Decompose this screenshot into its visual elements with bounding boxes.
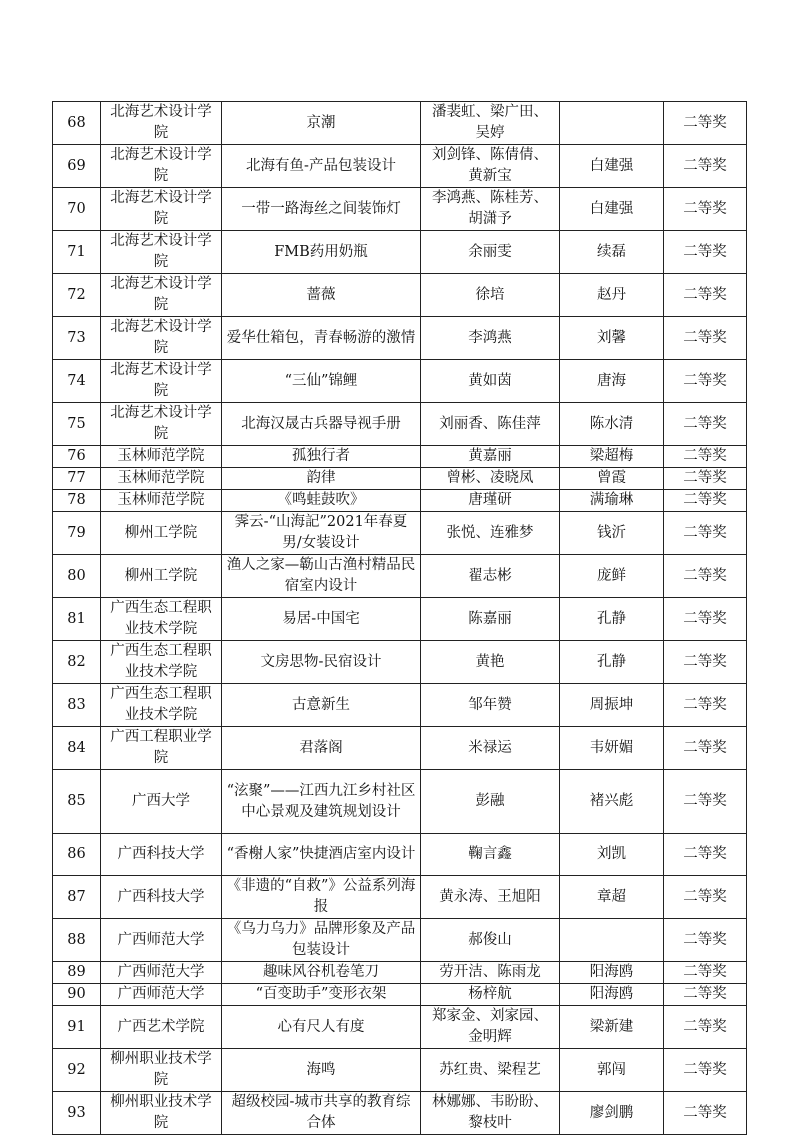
cell-work: FMB药用奶瓶	[222, 231, 421, 274]
cell-work: 文房思物-民宿设计	[222, 641, 421, 684]
cell-advisor: 续磊	[560, 231, 664, 274]
table-row	[53, 102, 747, 145]
cell-advisor: 孔静	[560, 598, 664, 641]
cell-authors: 刘丽香、陈佳萍	[421, 403, 560, 446]
cell-advisor: 阳海鸥	[560, 984, 664, 1006]
cell-no: 70	[53, 188, 101, 231]
cell-authors: 郑家金、刘家园、金明辉	[421, 1006, 560, 1049]
cell-award: 二等奖	[664, 512, 747, 555]
cell-advisor: 唐海	[560, 360, 664, 403]
cell-school: 柳州职业技术学院	[101, 1049, 222, 1092]
cell-school: 玉林师范学院	[101, 446, 222, 468]
cell-work: 古意新生	[222, 684, 421, 727]
cell-advisor	[560, 919, 664, 962]
table-row	[53, 919, 747, 962]
cell-work: 孤独行者	[222, 446, 421, 468]
cell-authors: 余丽雯	[421, 231, 560, 274]
cell-authors: 唐瑾研	[421, 490, 560, 512]
cell-advisor: 韦妍媚	[560, 727, 664, 770]
cell-advisor: 刘馨	[560, 317, 664, 360]
table-row	[53, 145, 747, 188]
cell-no: 83	[53, 684, 101, 727]
cell-advisor: 郭闯	[560, 1049, 664, 1092]
cell-authors: 米禄运	[421, 727, 560, 770]
cell-no: 68	[53, 102, 101, 145]
table-row	[53, 490, 747, 512]
table-row	[53, 231, 747, 274]
cell-authors: 林娜娜、韦盼盼、黎枝叶	[421, 1092, 560, 1135]
cell-award: 二等奖	[664, 1049, 747, 1092]
cell-school: 玉林师范学院	[101, 468, 222, 490]
cell-advisor: 刘凯	[560, 834, 664, 876]
cell-advisor: 廖剑鹏	[560, 1092, 664, 1135]
cell-school: 柳州工学院	[101, 555, 222, 598]
cell-work: 《乌力乌力》品牌形象及产品包装设计	[222, 919, 421, 962]
cell-advisor: 满瑜琳	[560, 490, 664, 512]
cell-advisor: 曾霞	[560, 468, 664, 490]
cell-advisor: 周振坤	[560, 684, 664, 727]
cell-advisor: 白建强	[560, 188, 664, 231]
cell-work: 京潮	[222, 102, 421, 145]
cell-school: 北海艺术设计学院	[101, 317, 222, 360]
cell-authors: 翟志彬	[421, 555, 560, 598]
table-row	[53, 360, 747, 403]
table-row	[53, 1006, 747, 1049]
table-row	[53, 555, 747, 598]
cell-authors: 郝俊山	[421, 919, 560, 962]
cell-award: 二等奖	[664, 490, 747, 512]
cell-work: 趣味风谷机卷笔刀	[222, 962, 421, 984]
cell-award: 二等奖	[664, 770, 747, 834]
cell-no: 82	[53, 641, 101, 684]
cell-authors: 苏红贵、梁程艺	[421, 1049, 560, 1092]
cell-award: 二等奖	[664, 684, 747, 727]
cell-authors: 杨梓航	[421, 984, 560, 1006]
cell-work: 渔人之家—簕山古渔村精品民宿室内设计	[222, 555, 421, 598]
cell-no: 85	[53, 770, 101, 834]
cell-school: 广西生态工程职业技术学院	[101, 684, 222, 727]
table-row	[53, 468, 747, 490]
cell-work: 韵律	[222, 468, 421, 490]
cell-authors: 陈嘉丽	[421, 598, 560, 641]
cell-award: 二等奖	[664, 919, 747, 962]
cell-no: 78	[53, 490, 101, 512]
table-row	[53, 512, 747, 555]
cell-no: 79	[53, 512, 101, 555]
table-row	[53, 984, 747, 1006]
cell-no: 90	[53, 984, 101, 1006]
table-row	[53, 727, 747, 770]
cell-award: 二等奖	[664, 641, 747, 684]
cell-no: 92	[53, 1049, 101, 1092]
cell-authors: 刘剑锋、陈倩倩、黄新宝	[421, 145, 560, 188]
cell-authors: 邹年赞	[421, 684, 560, 727]
cell-advisor: 梁新建	[560, 1006, 664, 1049]
cell-no: 72	[53, 274, 101, 317]
cell-no: 93	[53, 1092, 101, 1135]
cell-no: 74	[53, 360, 101, 403]
cell-work: 北海有鱼-产品包装设计	[222, 145, 421, 188]
cell-advisor: 陈水清	[560, 403, 664, 446]
cell-advisor: 白建强	[560, 145, 664, 188]
cell-advisor: 钱沂	[560, 512, 664, 555]
cell-school: 柳州工学院	[101, 512, 222, 555]
cell-school: 广西生态工程职业技术学院	[101, 641, 222, 684]
cell-work: “香榭人家”快捷酒店室内设计	[222, 834, 421, 876]
cell-no: 88	[53, 919, 101, 962]
cell-school: 玉林师范学院	[101, 490, 222, 512]
cell-work: 超级校园-城市共享的教育综合体	[222, 1092, 421, 1135]
cell-work: 海鸣	[222, 1049, 421, 1092]
cell-authors: 徐培	[421, 274, 560, 317]
cell-award: 二等奖	[664, 188, 747, 231]
cell-award: 二等奖	[664, 274, 747, 317]
cell-award: 二等奖	[664, 598, 747, 641]
cell-work: 《鸣蛙鼓吹》	[222, 490, 421, 512]
cell-school: 北海艺术设计学院	[101, 403, 222, 446]
table-row	[53, 188, 747, 231]
cell-authors: 黄如茵	[421, 360, 560, 403]
table-row	[53, 446, 747, 468]
cell-award: 二等奖	[664, 984, 747, 1006]
cell-school: 北海艺术设计学院	[101, 145, 222, 188]
cell-authors: 李鸿燕、陈桂芳、胡潇予	[421, 188, 560, 231]
cell-no: 80	[53, 555, 101, 598]
cell-school: 广西师范大学	[101, 984, 222, 1006]
cell-no: 86	[53, 834, 101, 876]
cell-award: 二等奖	[664, 1092, 747, 1135]
cell-school: 广西工程职业学院	[101, 727, 222, 770]
cell-award: 二等奖	[664, 962, 747, 984]
cell-school: 北海艺术设计学院	[101, 231, 222, 274]
cell-authors: 李鸿燕	[421, 317, 560, 360]
cell-work: “百变助手”变形衣架	[222, 984, 421, 1006]
cell-no: 71	[53, 231, 101, 274]
cell-no: 75	[53, 403, 101, 446]
cell-school: 北海艺术设计学院	[101, 188, 222, 231]
table-row	[53, 1049, 747, 1092]
cell-authors: 黄永涛、王旭阳	[421, 876, 560, 919]
cell-advisor: 阳海鸥	[560, 962, 664, 984]
table-row	[53, 598, 747, 641]
cell-work: 君落阁	[222, 727, 421, 770]
cell-school: 柳州职业技术学院	[101, 1092, 222, 1135]
table-row	[53, 962, 747, 984]
cell-authors: 黄嘉丽	[421, 446, 560, 468]
cell-advisor: 章超	[560, 876, 664, 919]
cell-award: 二等奖	[664, 360, 747, 403]
cell-school: 广西师范大学	[101, 962, 222, 984]
cell-award: 二等奖	[664, 876, 747, 919]
cell-work: 心有尺人有度	[222, 1006, 421, 1049]
cell-school: 广西生态工程职业技术学院	[101, 598, 222, 641]
cell-work: “泫聚”——江西九江乡村社区中心景观及建筑规划设计	[222, 770, 421, 834]
cell-award: 二等奖	[664, 468, 747, 490]
cell-school: 广西艺术学院	[101, 1006, 222, 1049]
cell-award: 二等奖	[664, 403, 747, 446]
cell-advisor: 庞鲜	[560, 555, 664, 598]
cell-no: 77	[53, 468, 101, 490]
cell-work: 易居-中国宅	[222, 598, 421, 641]
cell-work: 北海汉晟古兵器导视手册	[222, 403, 421, 446]
cell-no: 69	[53, 145, 101, 188]
table-row	[53, 641, 747, 684]
cell-authors: 劳开洁、陈雨龙	[421, 962, 560, 984]
table-row	[53, 834, 747, 876]
cell-award: 二等奖	[664, 446, 747, 468]
cell-advisor: 梁超梅	[560, 446, 664, 468]
cell-work: 蔷薇	[222, 274, 421, 317]
table-row	[53, 1092, 747, 1135]
cell-award: 二等奖	[664, 727, 747, 770]
cell-award: 二等奖	[664, 317, 747, 360]
cell-advisor: 赵丹	[560, 274, 664, 317]
cell-award: 二等奖	[664, 145, 747, 188]
cell-award: 二等奖	[664, 231, 747, 274]
cell-work: 一带一路海丝之间装饰灯	[222, 188, 421, 231]
cell-school: 广西大学	[101, 770, 222, 834]
table-row	[53, 770, 747, 834]
cell-no: 89	[53, 962, 101, 984]
cell-award: 二等奖	[664, 555, 747, 598]
cell-work: 《非遗的“自救”》公益系列海报	[222, 876, 421, 919]
table-row	[53, 684, 747, 727]
cell-authors: 潘裴虹、梁广田、吴婷	[421, 102, 560, 145]
cell-no: 76	[53, 446, 101, 468]
awards-table-body	[53, 102, 747, 1135]
cell-advisor: 孔静	[560, 641, 664, 684]
table-row	[53, 274, 747, 317]
cell-no: 81	[53, 598, 101, 641]
cell-advisor: 褚兴彪	[560, 770, 664, 834]
cell-authors: 张悦、连雅梦	[421, 512, 560, 555]
cell-work: 爱华仕箱包，青春畅游的激情	[222, 317, 421, 360]
cell-award: 二等奖	[664, 834, 747, 876]
cell-work: “三仙”锦鲤	[222, 360, 421, 403]
table-row	[53, 317, 747, 360]
cell-school: 北海艺术设计学院	[101, 274, 222, 317]
cell-no: 91	[53, 1006, 101, 1049]
awards-table	[52, 101, 747, 1135]
cell-authors: 彭融	[421, 770, 560, 834]
cell-school: 北海艺术设计学院	[101, 360, 222, 403]
cell-advisor	[560, 102, 664, 145]
cell-work: 霁云-“山海記”2021年春夏男/女装设计	[222, 512, 421, 555]
cell-authors: 鞠言鑫	[421, 834, 560, 876]
cell-no: 87	[53, 876, 101, 919]
cell-no: 84	[53, 727, 101, 770]
cell-school: 广西师范大学	[101, 919, 222, 962]
cell-authors: 黄艳	[421, 641, 560, 684]
cell-school: 北海艺术设计学院	[101, 102, 222, 145]
cell-school: 广西科技大学	[101, 876, 222, 919]
cell-no: 73	[53, 317, 101, 360]
table-row	[53, 876, 747, 919]
table-row	[53, 403, 747, 446]
cell-award: 二等奖	[664, 1006, 747, 1049]
cell-authors: 曾彬、凌晓凤	[421, 468, 560, 490]
cell-school: 广西科技大学	[101, 834, 222, 876]
cell-award: 二等奖	[664, 102, 747, 145]
